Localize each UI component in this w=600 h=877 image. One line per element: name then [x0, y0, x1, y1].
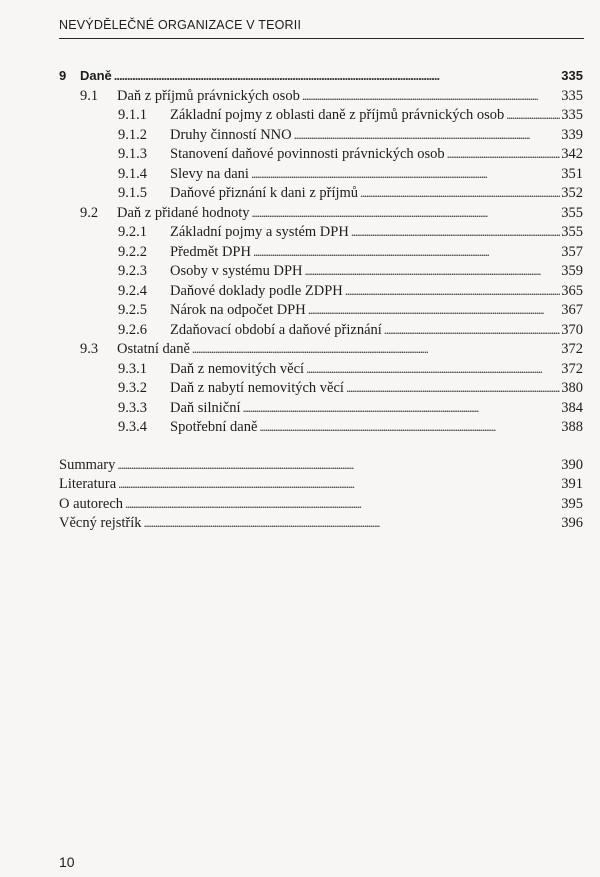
dot-leader [294, 125, 561, 145]
toc-title: Summary [59, 456, 116, 473]
dot-leader [259, 417, 560, 437]
toc-page: 372 [561, 341, 583, 357]
toc-entry-9-2-3[interactable] [59, 261, 583, 281]
toc-number: 9.1.3 [118, 146, 147, 162]
toc-entry-9-1-4[interactable] [59, 164, 583, 184]
toc-title: Daň z příjmů právnických osob [117, 87, 300, 104]
dot-leader [192, 339, 560, 359]
toc-page: 372 [561, 360, 583, 377]
toc-number: 9 [59, 68, 67, 83]
toc-page: 391 [561, 476, 583, 492]
toc-number: 9.1.5 [118, 185, 147, 201]
toc-entry-9-3-2[interactable] [59, 378, 583, 398]
toc-page: 396 [561, 515, 583, 531]
toc-title: Ostatní daně [117, 341, 190, 357]
dot-leader [242, 398, 560, 418]
toc-title: Daň z nabytí nemovitých věcí [170, 380, 344, 396]
dot-leader [384, 320, 560, 340]
toc-entry-9-3[interactable] [59, 339, 583, 359]
toc-page: 351 [561, 165, 583, 182]
toc-entry-9-1-1[interactable] [59, 105, 583, 125]
toc-entry-9-2[interactable] [59, 203, 583, 223]
header-rule [59, 38, 584, 39]
toc-title: Daň z nemovitých věcí [170, 360, 305, 377]
toc-number: 9.2.5 [118, 302, 147, 318]
dot-leader [447, 144, 561, 164]
toc-number: 9.3.3 [118, 399, 147, 416]
toc-page: 367 [561, 302, 583, 318]
toc-o-autorech[interactable] [59, 494, 583, 514]
toc-page: 355 [561, 224, 583, 240]
dot-leader [251, 164, 560, 184]
toc-title: Nárok na odpočet DPH [170, 302, 306, 318]
toc-entry-9-3-4[interactable] [59, 417, 583, 437]
toc-page: 380 [561, 380, 583, 396]
toc-number: 9.1.4 [118, 165, 147, 182]
toc-number: 9.3.1 [118, 360, 147, 377]
toc-entry-9-2-4[interactable] [59, 281, 583, 301]
dot-leader [302, 86, 560, 106]
toc-title: Spotřební daně [170, 419, 258, 435]
toc-title: Základní pojmy a systém DPH [170, 224, 349, 240]
running-title: NEVÝDĚLEČNÉ ORGANIZACE V TEORII [59, 18, 302, 32]
dot-leader [360, 183, 560, 203]
toc-title: Daňové doklady podle ZDPH [170, 282, 343, 299]
toc-title: Věcný rejstřík [59, 515, 142, 531]
toc-entry-9-1-3[interactable] [59, 144, 583, 164]
toc-number: 9.2.1 [118, 224, 147, 240]
toc-number: 9.1.1 [118, 107, 147, 123]
toc-number: 9.3 [80, 341, 99, 357]
toc-number: 9.2 [80, 204, 99, 221]
toc-vecny-rejstrik[interactable] [59, 513, 583, 533]
toc-title: Osoby v systému DPH [170, 263, 303, 279]
toc-entry-9-1-5[interactable] [59, 183, 583, 203]
toc-page: 365 [561, 282, 583, 299]
toc-entry-9-3-3[interactable] [59, 398, 583, 418]
toc-literatura[interactable] [59, 474, 583, 494]
dot-leader [306, 359, 560, 379]
toc-entry-9-2-2[interactable] [59, 242, 583, 262]
dot-leader [308, 300, 561, 320]
toc-entry-9-2-1[interactable] [59, 222, 583, 242]
dot-leader [118, 474, 560, 494]
dot-leader [125, 494, 560, 514]
toc-page: 335 [561, 107, 583, 123]
toc-page: 359 [561, 263, 583, 279]
toc-entry-9-1-2[interactable] [59, 125, 583, 145]
dot-leader [117, 455, 560, 475]
dot-leader [114, 66, 561, 86]
toc-number: 9.2.2 [118, 243, 147, 260]
toc-page: 339 [561, 126, 583, 143]
table-of-contents [59, 66, 583, 533]
toc-number: 9.1 [80, 87, 99, 104]
toc-page: 388 [561, 419, 583, 435]
toc-title: Daň silniční [170, 399, 241, 416]
toc-page: 352 [561, 185, 583, 201]
toc-page: 390 [561, 456, 583, 473]
toc-title: Slevy na dani [170, 165, 249, 182]
toc-title: Předmět DPH [170, 243, 251, 260]
dot-leader [305, 261, 561, 281]
toc-title: Stanovení daňové povinnosti právnických osob [170, 146, 445, 162]
toc-page: 370 [561, 321, 583, 338]
toc-title: Literatura [59, 476, 117, 492]
toc-summary[interactable] [59, 455, 583, 475]
page-number: 10 [59, 854, 75, 870]
dot-leader [144, 513, 561, 533]
toc-page: 335 [561, 87, 583, 104]
toc-page: 342 [561, 146, 583, 162]
toc-entry-9-1[interactable] [59, 86, 583, 106]
toc-title: Daně [80, 68, 112, 83]
dot-leader [253, 242, 560, 262]
toc-chapter-9[interactable] [59, 66, 583, 86]
toc-entry-9-2-6[interactable] [59, 320, 583, 340]
dot-leader [346, 378, 560, 398]
toc-entry-9-2-5[interactable] [59, 300, 583, 320]
toc-number: 9.3.2 [118, 380, 147, 396]
section-gap [59, 437, 583, 455]
toc-page: 395 [561, 495, 583, 512]
toc-title: Druhy činností NNO [170, 126, 292, 143]
toc-number: 9.1.2 [118, 126, 147, 143]
toc-page: 355 [561, 204, 583, 221]
dot-leader [506, 105, 560, 125]
toc-title: Daňové přiznání k dani z příjmů [170, 185, 359, 201]
toc-title: Zdaňovací období a daňové přiznání [170, 321, 382, 338]
dot-leader [251, 203, 560, 223]
toc-number: 9.2.6 [118, 321, 147, 338]
toc-title: Základní pojmy z oblasti daně z příjmů právnických osob [170, 107, 505, 123]
toc-number: 9.2.3 [118, 263, 147, 279]
toc-page: 384 [561, 399, 583, 416]
toc-number: 9.3.4 [118, 419, 147, 435]
toc-page: 335 [561, 68, 583, 83]
toc-title: O autorech [59, 495, 124, 512]
toc-page: 357 [561, 243, 583, 260]
toc-title: Daň z přidané hodnoty [117, 204, 250, 221]
dot-leader [351, 222, 560, 242]
toc-entry-9-3-1[interactable] [59, 359, 583, 379]
toc-number: 9.2.4 [118, 282, 147, 299]
dot-leader [345, 281, 560, 301]
